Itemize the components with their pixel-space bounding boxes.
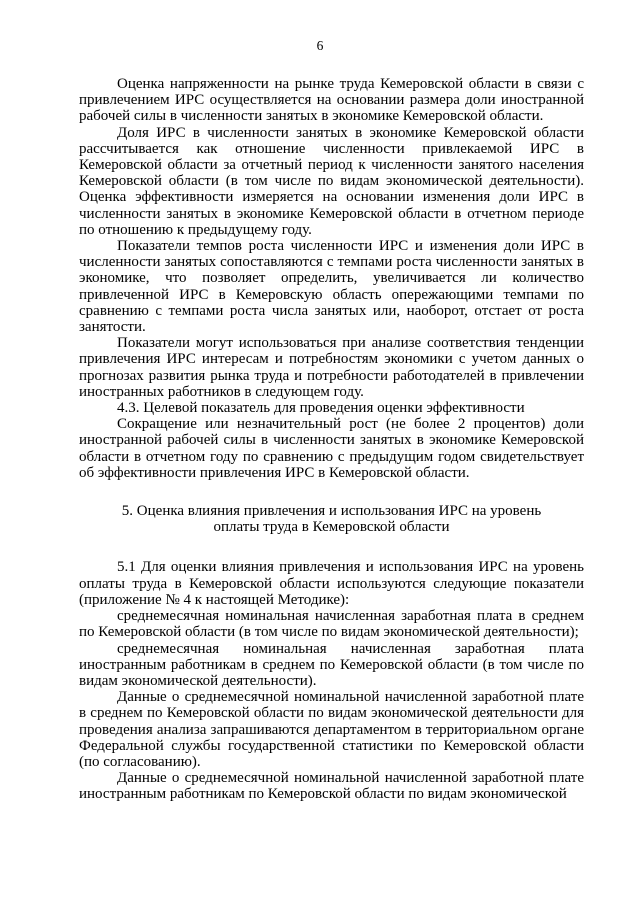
page-number: 6: [316, 38, 324, 53]
paragraph: Показатели темпов роста численности ИРС и изменения доли ИРС в численности занятых сопоставляются с темпами роста численности занятых в экономике, что позволяет определить, увеличивается ли количество привлеченной ИРС в Кемеровскую область опережающими темпами по сравнению с темпами роста числа занятых или, наоборот, отстает от роста занятости.: [79, 238, 584, 336]
paragraph: Показатели могут использоваться при анализе соответствия тенденции привлечения ИРС интересам и потребностям экономики с учетом данных о прогнозах развития рынка труда и потребности работодателей в привлечении иностранных работников в следующем году.: [79, 335, 584, 400]
paragraph: Сокращение или незначительный рост (не более 2 процентов) доли иностранной рабочей силы в численности занятых в экономике Кемеровской области в отчетном году по сравнению с предыдущим годом свидетельствует об эффективности привлечения ИРС в Кемеровской области.: [79, 416, 584, 481]
spacer: [79, 481, 584, 503]
paragraph: Данные о среднемесячной номинальной начисленной заработной плате иностранным работникам по Кемеровской области по видам экономической: [79, 770, 584, 803]
paragraph: 5.1 Для оценки влияния привлечения и использования ИРС на уровень оплаты труда в Кемеровской области используются следующие показатели (приложение № 4 к настоящей Методике):: [79, 559, 584, 608]
section-heading-line-2: оплаты труда в Кемеровской области: [213, 519, 450, 536]
spacer: [79, 535, 584, 559]
paragraph: среднемесячная номинальная начисленная заработная плата иностранным работникам в среднем по Кемеровской области (в том числе по видам экономической деятельности).: [79, 640, 584, 689]
paragraph: Данные о среднемесячной номинальной начисленной заработной плате в среднем по Кемеровской области по видам экономической деятельности для проведения анализа запрашиваются департаментом в территориальном органе Федеральной службы государственной статистики по Кемеровской области (по согласованию).: [79, 689, 584, 770]
document-body: [79, 76, 584, 803]
paragraph: среднемесячная номинальная начисленная заработная плата в среднем по Кемеровской области (в том числе по видам экономической деятельности);: [79, 608, 584, 641]
subsection-title: 4.3. Целевой показатель для проведения оценки эффективности: [117, 400, 525, 417]
paragraph: Доля ИРС в численности занятых в экономике Кемеровской области рассчитывается как отношение численности привлекаемой ИРС в Кемеровской области за отчетный период к численности занятого населения Кемеровской области (в том числе по видам экономической деятельности). Оценка эффективности измеряется на основании изменения доли ИРС в численности занятых в экономике Кемеровской области в отчетном периоде по отношению к предыдущему году.: [79, 124, 584, 238]
paragraph: Оценка напряженности на рынке труда Кемеровской области в связи с привлечением ИРС осуществляется на основании размера доли иностранной рабочей силы в численности занятых в экономике Кемеровской области.: [79, 76, 584, 125]
section-heading-line-1: 5. Оценка влияния привлечения и использования ИРС на уровень: [121, 503, 542, 520]
